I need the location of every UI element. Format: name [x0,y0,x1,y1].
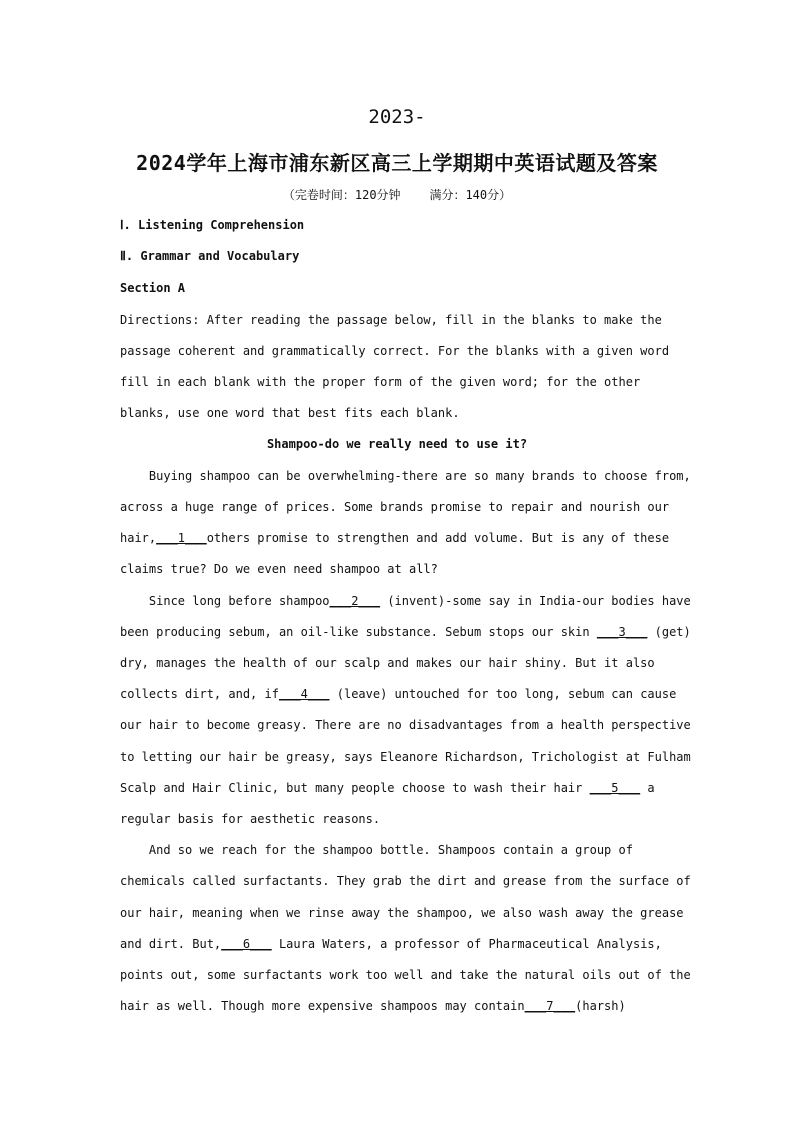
line-text: (get) [647,625,691,639]
passage-title: Shampoo-do we really need to use it? [266,437,528,451]
line-text: a [640,781,655,795]
passage-line: regular basis for aesthetic reasons. [120,812,381,826]
line-text: (leave) untouched for too long, sebum can cause [329,687,677,701]
line-text: collects dirt, and, if [120,687,279,701]
line-text: (invent)-some say in India-our bodies have [380,594,691,608]
directions-line: fill in each blank with the proper form of the given word; for the other [120,375,641,389]
blank-7: ___7___ [524,999,576,1013]
title-line-1: 2023- [368,106,426,128]
blank-2: ___2___ [329,594,381,608]
passage-line [120,594,691,608]
section-listening: Ⅰ. Listening Comprehension [120,218,305,232]
title-line-2: 2024学年上海市浦东新区高三上学期期中英语试题及答案 [136,151,658,175]
passage-line: dry, manages the health of our scalp and makes our hair shiny. But it also [120,656,655,670]
section-a: Section A [120,281,186,295]
passage-line: Buying shampoo can be overwhelming-there are so many brands to choose from, [120,469,691,483]
section-grammar: Ⅱ. Grammar and Vocabulary [120,249,300,263]
line-text: Laura Waters, a professor of Pharmaceutical Analysis, [271,937,662,951]
passage-line: chemicals called surfactants. They grab the dirt and grease from the surface of [120,874,691,888]
line-text: others promise to strengthen and add volume. But is any of these [206,531,670,545]
directions-line: Directions: After reading the passage below, fill in the blanks to make the [120,313,662,327]
passage-line: to letting our hair be greasy, says Eleanore Richardson, Trichologist at Fulham [120,750,691,764]
passage-line: And so we reach for the shampoo bottle. Shampoos contain a group of [120,843,633,857]
directions-line: passage coherent and grammatically correct. For the blanks with a given word [120,344,670,358]
directions-line: blanks, use one word that best fits each blank. [120,406,460,420]
blank-3: ___3___ [596,625,648,639]
line-text: Scalp and Hair Clinic, but many people choose to wash their hair [120,781,590,795]
passage-line [120,937,662,951]
line-text: hair as well. Though more expensive shampoos may contain [120,999,525,1013]
line-text: been producing sebum, an oil-like substance. Sebum stops our skin [120,625,597,639]
line-text: (harsh) [575,999,626,1013]
passage-line: across a huge range of prices. Some brands promise to repair and nourish our [120,500,670,514]
line-text: Since long before shampoo [120,594,330,608]
exam-subtitle: （完卷时间：120分钟 满分：140分） [282,188,512,202]
passage-line: points out, some surfactants work too well and take the natural oils out of the [120,968,691,982]
passage-line: claims true? Do we even need shampoo at all? [120,562,438,576]
passage-line [120,687,676,701]
passage-line [120,531,669,545]
blank-5: ___5___ [589,781,641,795]
passage-line [120,781,655,795]
passage-line: our hair to become greasy. There are no disadvantages from a health perspective [120,718,691,732]
blank-4: ___4___ [278,687,330,701]
passage-line [120,999,626,1013]
blank-1: ___1___ [156,531,207,545]
line-text: hair, [120,531,157,545]
blank-6: ___6___ [221,937,272,951]
passage-line [120,625,691,639]
line-text: and dirt. But, [120,937,222,951]
passage-line: our hair, meaning when we rinse away the shampoo, we also wash away the grease [120,906,684,920]
